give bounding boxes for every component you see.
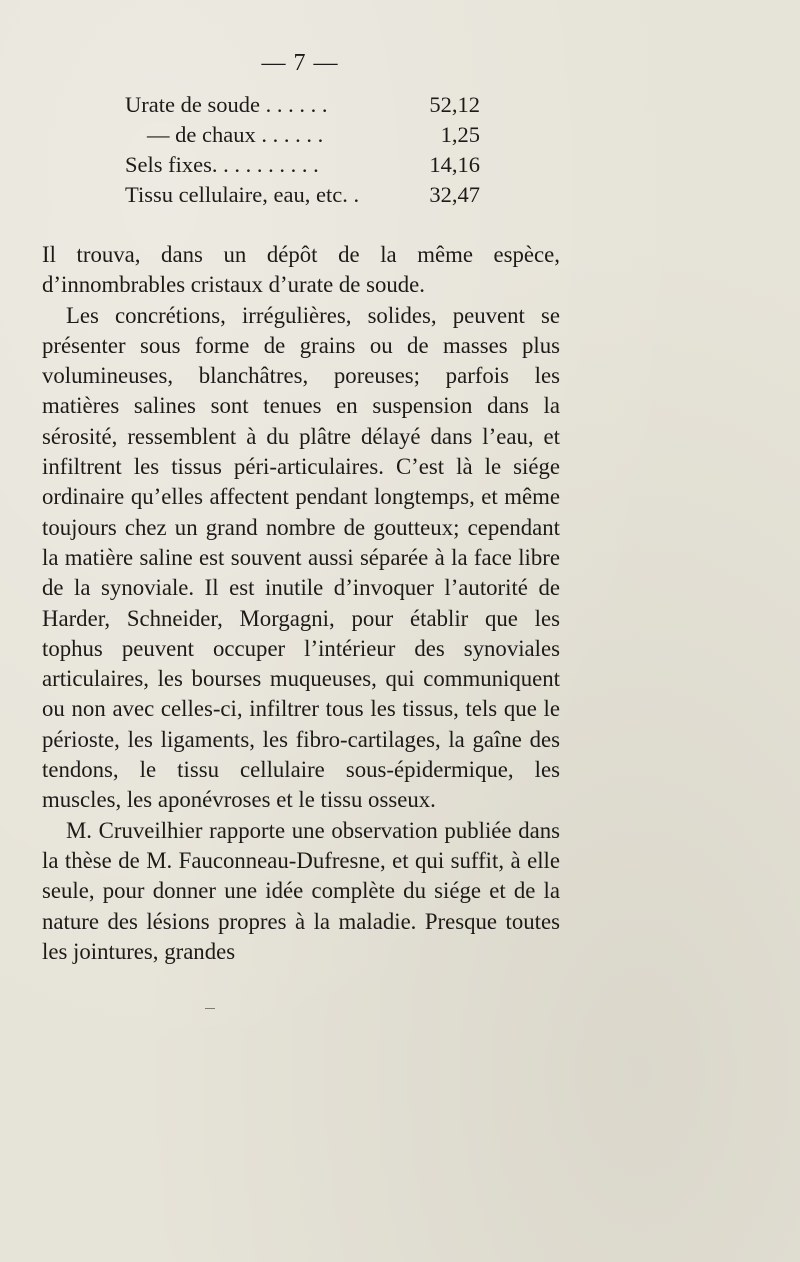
paragraph: M. Cruveilhier rapporte une observation publiée dans la thèse de M. Fauconneau-Dufresne, et qui suffit, à elle seule, pour donner une idée complète du siége et de la nature des lésions propres à la maladie. Presque toutes les jointures, grandes [42, 817, 560, 964]
table-row [125, 90, 480, 120]
row-value: 14,16 [429, 152, 480, 177]
paragraph: Il trouva, dans un dépôt de la même espèce, d’innombrables cristaux d’urate de soude. [42, 242, 560, 298]
table-row [125, 180, 480, 210]
row-label: — de chaux . . . . . . [147, 122, 324, 147]
table-row [125, 120, 480, 150]
row-label: Tissu cellulaire, eau, etc. . [125, 182, 360, 207]
body-text [42, 240, 560, 967]
row-label: Sels fixes. . . . . . . . . . [125, 152, 319, 177]
table-row [125, 150, 480, 180]
paragraph: Les concrétions, irrégulières, solides, peuvent se présenter sous forme de grains ou de masses plus volumineuses, blanchâtres, poreuses; parfois les matières salines sont tenues en suspension dans la sérosité, ressemblent à du plâtre délayé dans l’eau, et infiltrent les tissus péri-articulaires. C’est là le siége ordinaire qu’elles affectent pendant longtemps, et même toujours chez un grand nombre de goutteux; cependant la matière saline est souvent aussi séparée à la face libre de la synoviale. Il est inutile d’invoquer l’autorité de Harder, Schneider, Morgagni, pour établir que les tophus peuvent occuper l’intérieur des synoviales articulaires, les bourses muqueuses, qui communiquent ou non avec celles-ci, infiltrer tous les tissus, tels que le périoste, les ligaments, les fibro-cartilages, la gaîne des tendons, le tissu cellulaire sous-épidermique, les muscles, les aponévroses et le tissu osseux. [42, 302, 560, 813]
page-number: — 7 — [261, 50, 339, 76]
row-value: 1,25 [440, 122, 480, 147]
composition-table [125, 90, 480, 210]
row-value: 32,47 [429, 182, 480, 207]
ink-mark [205, 1008, 215, 1009]
row-value: 52,12 [429, 92, 480, 117]
row-label: Urate de soude . . . . . . [125, 92, 328, 117]
